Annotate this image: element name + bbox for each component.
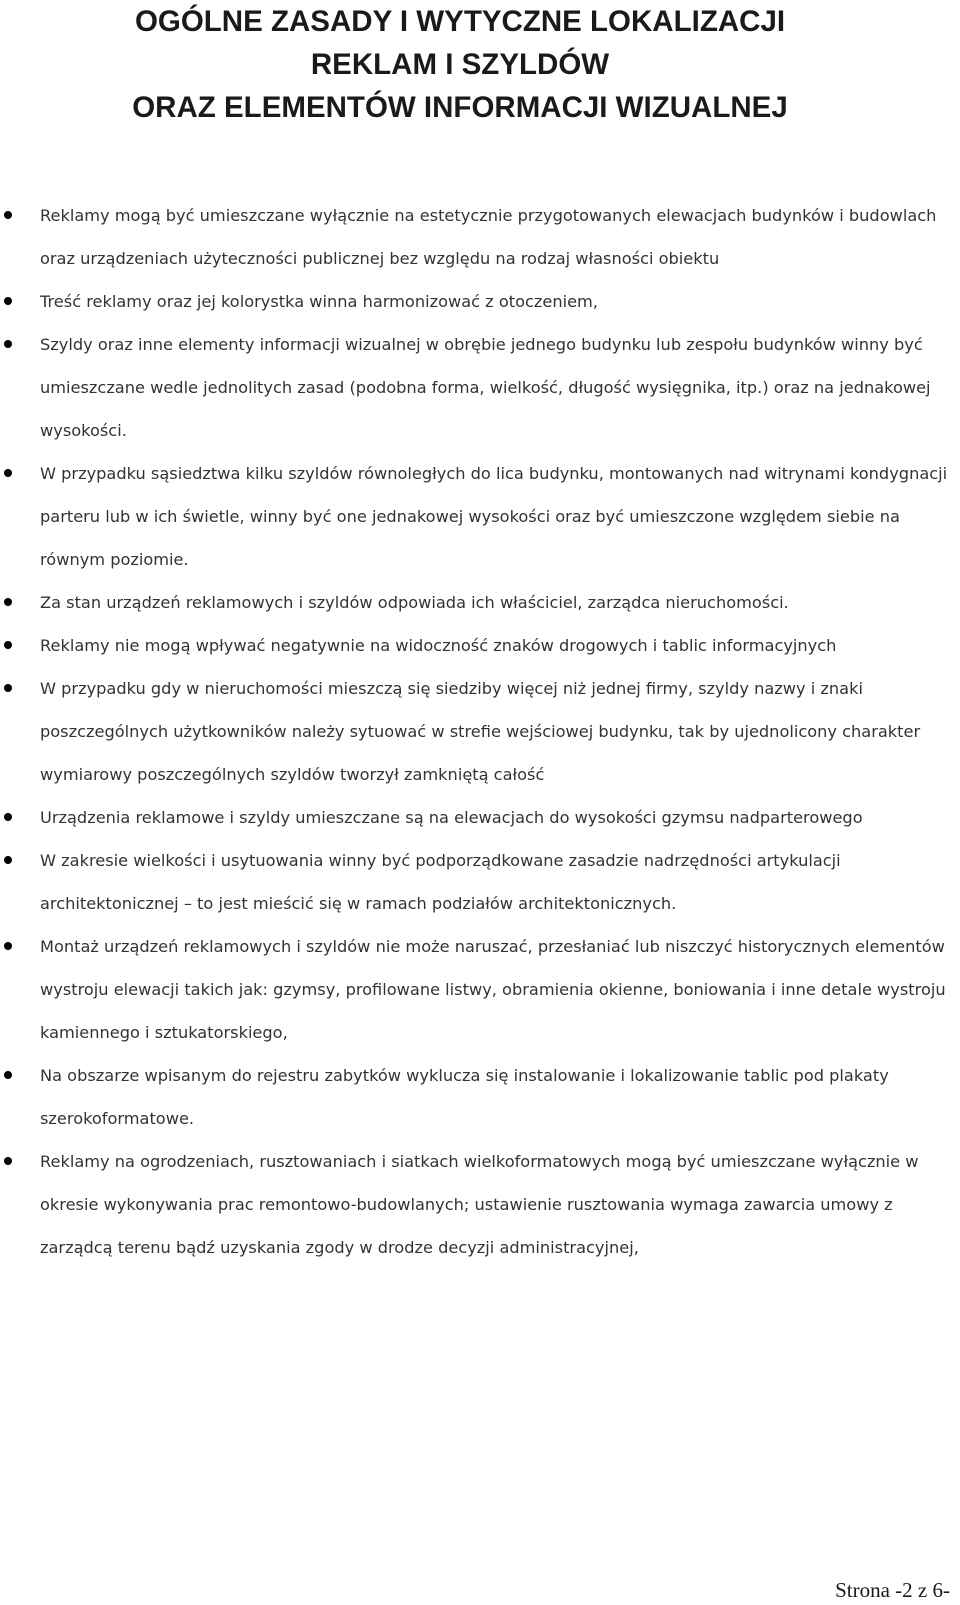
rule-text: Reklamy nie mogą wpływać negatywnie na widoczność znaków drogowych i tablic informacyjnych — [40, 636, 837, 655]
bullet-icon — [4, 813, 12, 821]
bullet-icon — [4, 598, 12, 606]
list-item — [0, 1140, 960, 1269]
rule-text: Na obszarze wpisanym do rejestru zabytków wyklucza się instalowanie i lokalizowanie tablic pod plakaty szerokoformatowe. — [40, 1066, 889, 1128]
list-item — [0, 839, 960, 925]
list-item — [0, 796, 960, 839]
bullet-icon — [4, 211, 12, 219]
list-item — [0, 323, 960, 452]
rule-text: Treść reklamy oraz jej kolorystka winna harmonizować z otoczeniem, — [40, 292, 598, 311]
list-item — [0, 581, 960, 624]
bullet-icon — [4, 1071, 12, 1079]
page-number: Strona -2 z 6- — [835, 1578, 950, 1602]
list-item — [0, 452, 960, 581]
rule-text: Reklamy na ogrodzeniach, rusztowaniach i siatkach wielkoformatowych mogą być umieszczane wyłącznie w okresie wykonywania prac remontowo-budowlanych; ustawienie rusztowania wymaga zawarcia umowy z zarządcą terenu bądź uzyskania zgody w drodze decyzji administracyjnej, — [40, 1152, 919, 1257]
page-title — [0, 0, 920, 129]
bullet-icon — [4, 684, 12, 692]
rule-text: W przypadku sąsiedztwa kilku szyldów równoległych do lica budynku, montowanych nad witrynami kondygnacji parteru lub w ich świetle, winny być one jednakowej wysokości oraz być umieszczone względem siebie na równym poziomie. — [40, 464, 948, 569]
title-line-2: REKLAM I SZYLDÓW — [310, 48, 610, 81]
title-line-1: OGÓLNE ZASADY I WYTYCZNE LOKALIZACJI — [134, 5, 786, 38]
list-item — [0, 1054, 960, 1140]
rule-text: W przypadku gdy w nieruchomości mieszczą się siedziby więcej niż jednej firmy, szyldy nazwy i znaki poszczególnych użytkowników należy sytuować w strefie wejściowej budynku, tak by ujednolicony charakter wymiarowy poszczególnych szyldów tworzył zamkniętą całość — [40, 679, 921, 784]
bullet-icon — [4, 1157, 12, 1165]
title-line-3: ORAZ ELEMENTÓW INFORMACJI WIZUALNEJ — [132, 91, 788, 124]
bullet-icon — [4, 856, 12, 864]
rule-text: Szyldy oraz inne elementy informacji wizualnej w obrębie jednego budynku lub zespołu budynków winny być umieszczane wedle jednolitych zasad (podobna forma, wielkość, długość wysięgnika, itp.) oraz na jednakowej wysokości. — [40, 335, 931, 440]
rule-text: Za stan urządzeń reklamowych i szyldów odpowiada ich właściciel, zarządca nieruchomości. — [40, 593, 789, 612]
list-item — [0, 667, 960, 796]
bullet-icon — [4, 641, 12, 649]
bullet-icon — [4, 942, 12, 950]
list-item — [0, 925, 960, 1054]
list-item — [0, 194, 960, 280]
rule-text: Urządzenia reklamowe i szyldy umieszczane są na elewacjach do wysokości gzymsu nadparterowego — [40, 808, 863, 827]
bullet-icon — [4, 340, 12, 348]
rule-text: W zakresie wielkości i usytuowania winny być podporządkowane zasadzie nadrzędności artykulacji architektonicznej – to jest mieścić się w ramach podziałów architektonicznych. — [40, 851, 841, 913]
list-item — [0, 624, 960, 667]
bullet-icon — [4, 469, 12, 477]
list-item — [0, 280, 960, 323]
rule-text: Montaż urządzeń reklamowych i szyldów nie może naruszać, przesłaniać lub niszczyć historycznych elementów wystroju elewacji takich jak: gzymsy, profilowane listwy, obramienia okienne, boniowania i inne detale wystroju kamiennego i sztukatorskiego, — [40, 937, 946, 1042]
bullet-icon — [4, 297, 12, 305]
rules-list — [0, 194, 960, 1269]
rule-text: Reklamy mogą być umieszczane wyłącznie na estetycznie przygotowanych elewacjach budynków i budowlach oraz urządzeniach użyteczności publicznej bez względu na rodzaj własności obiektu — [40, 206, 937, 268]
